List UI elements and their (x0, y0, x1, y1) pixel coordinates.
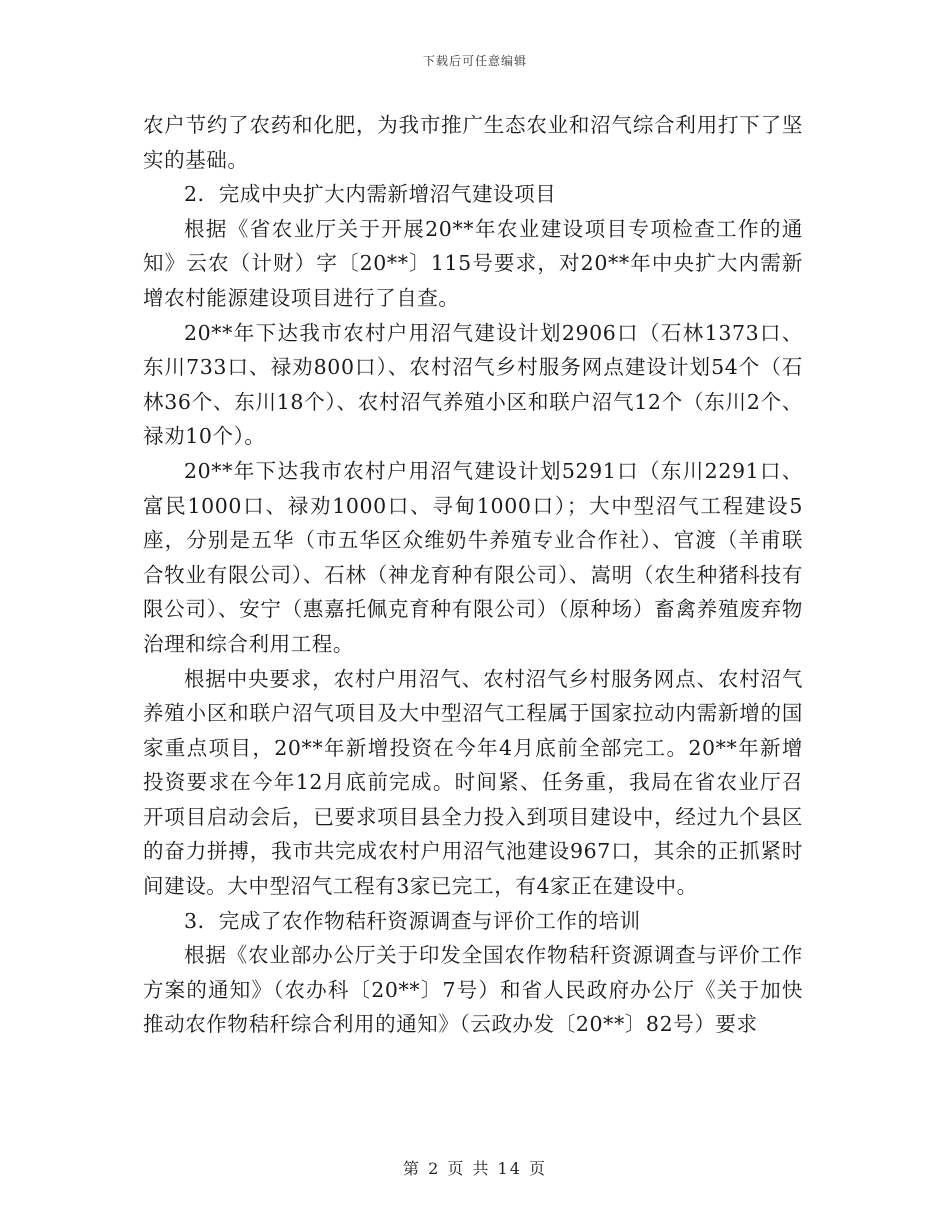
paragraph-progress: 根据中央要求，农村户用沼气、农村沼气乡村服务网点、农村沼气养殖小区和联户沼气项目及大中型沼气工程属于国家拉动内需新增的国家重点项目，20**年新增投资在今年4月底前全部完工。20**年新增投资要求在今年12月底前完成。时间紧、任务重，我局在省农业厅召开项目启动会后，已要求项目县全力投入到项目建设中，经过九个县区的奋力拼搏，我市共完成农村户用沼气池建设967口，其余的正抓紧时间建设。大中型沼气工程有3家已完工，有4家正在建设中。 (143, 666, 803, 899)
paragraph-continuation: 农户节约了农药和化肥，为我市推广生态农业和沼气综合利用打下了坚实的基础。 (143, 113, 803, 172)
paragraph-straw-survey: 根据《农业部办公厅关于印发全国农作物秸秆资源调查与评价工作方案的通知》（农办科〔20**〕7号）和省人民政府办公厅《关于加快推动农作物秸秆综合利用的通知》（云政办发〔20**〕82号）要求 (143, 943, 803, 1037)
page-number-footer: 第 2 页 共 14 页 (403, 1159, 547, 1178)
paragraph-plan-year-1: 20**年下达我市农村户用沼气建设计划2906口（石林1373口、东川733口、禄劝800口）、农村沼气乡村服务网点建设计划54个（石林36个、东川18个）、农村沼气养殖小区和联户沼气12个（东川2个、禄劝10个）。 (143, 320, 803, 449)
document-body (143, 108, 803, 1042)
paragraph-plan-year-2: 20**年下达我市农村户用沼气建设计划5291口（东川2291口、富民1000口、禄劝1000口、寻甸1000口）；大中型沼气工程建设5座，分别是五华（市五华区众维奶牛养殖专业合作社）、官渡（羊甫联合牧业有限公司）、石林（神龙育种有限公司）、嵩明（农生种猪科技有限公司）、安宁（惠嘉托佩克育种有限公司）（原种场）畜禽养殖废弃物治理和综合利用工程。 (143, 458, 803, 656)
section-heading-3: 3．完成了农作物秸秆资源调查与评价工作的培训 (184, 908, 641, 933)
section-heading-2: 2．完成中央扩大内需新增沼气建设项目 (184, 182, 557, 207)
page-header-note: 下载后可任意编辑 (422, 54, 527, 68)
paragraph-inspection-notice: 根据《省农业厅关于开展20**年农业建设项目专项检查工作的通知》云农（计财）字〔20**〕115号要求，对20**年中央扩大内需新增农村能源建设项目进行了自查。 (143, 216, 803, 310)
